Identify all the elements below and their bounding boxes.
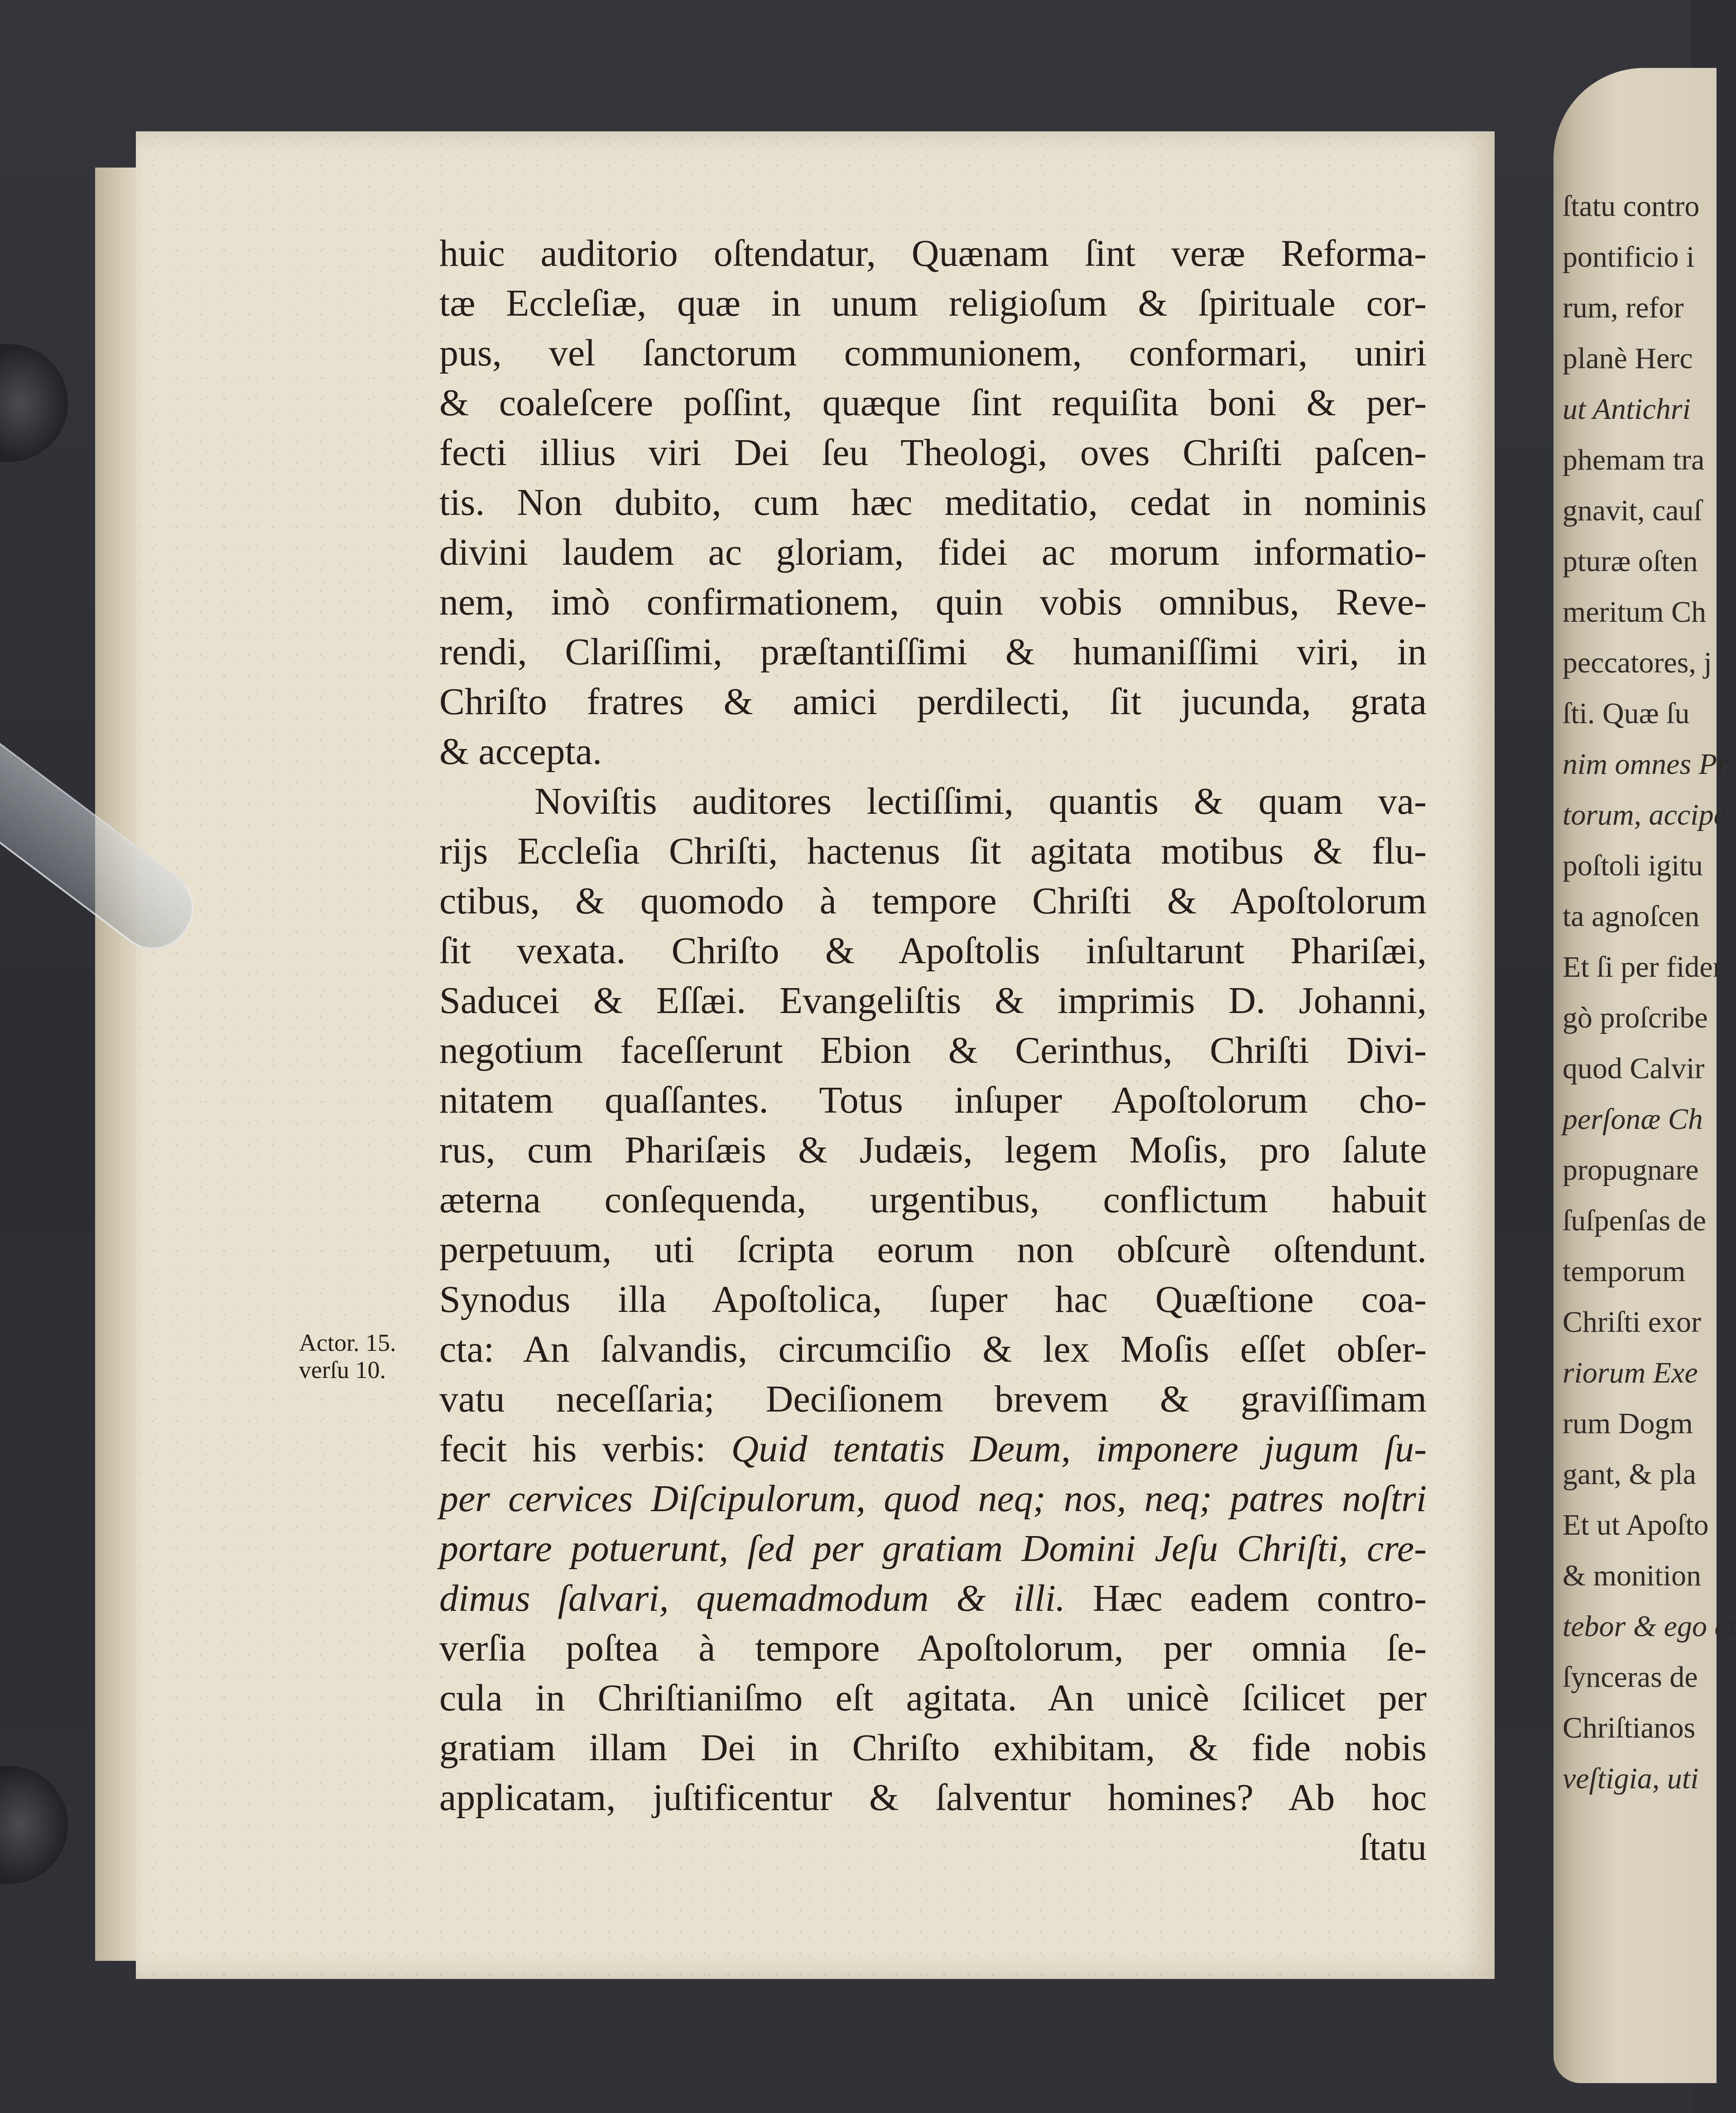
paragraph-start-line: Noviſtis auditores lectiſſimi, quantis & quam va- [534, 780, 1427, 822]
facing-line: peccatores, j [1563, 646, 1712, 679]
text-line: æterna conſequenda, urgentibus, conflictum habuit [439, 1179, 1427, 1221]
facing-line: pturæ oſten [1563, 545, 1698, 578]
text-line: ctibus, & quomodo à tempore Chriſti & Apoſtolorum [439, 880, 1427, 922]
text-line: verſia poſtea à tempore Apoſtolorum, per omnia ſe- [439, 1627, 1427, 1669]
text-line: rus, cum Phariſæis & Judæis, legem Moſis, pro ſalute [439, 1129, 1427, 1171]
text-line: applicatam, juſtificentur & ſalventur homines? Ab hoc [439, 1777, 1427, 1819]
facing-page-text [1563, 181, 1736, 1804]
facing-line: rum, refor [1563, 291, 1684, 324]
quotation-text: Quid tentatis Deum, imponere jugum ſu- [731, 1428, 1427, 1470]
text-line: Synodus illa Apoſtolica, ſuper hac Quæſtione coa- [439, 1278, 1427, 1321]
text-line: divini laudem ac gloriam, fidei ac morum informatio- [439, 531, 1427, 573]
facing-line: perſonæ Ch [1563, 1103, 1703, 1136]
text-line: vatu neceſſaria; Deciſionem brevem & graviſſimam [439, 1378, 1427, 1420]
text-line: gratiam illam Dei in Chriſto exhibitam, & fide nobis [439, 1727, 1427, 1769]
margin-note-line: Actor. 15. [299, 1329, 396, 1356]
facing-line: gò proſcribe [1563, 1001, 1708, 1034]
facing-line: quod Calvir [1563, 1052, 1705, 1085]
facing-line: Chriſti exor [1563, 1306, 1702, 1339]
text-line: fecti illius viri Dei ſeu Theologi, oves Chriſti paſcen- [439, 432, 1427, 474]
text-line: perpetuum, uti ſcripta eorum non obſcurè oſtendunt. [439, 1229, 1427, 1271]
facing-line: riorum Exe [1563, 1356, 1698, 1389]
catchword: ſtatu [1359, 1826, 1427, 1868]
facing-line: gant, & pla [1563, 1458, 1697, 1491]
text-line: rijs Eccleſia Chriſti, hactenus ſit agitata motibus & flu- [439, 830, 1427, 872]
facing-line: temporum [1563, 1255, 1686, 1288]
facing-line: phemam tra [1563, 443, 1705, 476]
main-text-block [439, 229, 1427, 1873]
facing-line: Et ſi per fider [1563, 951, 1723, 984]
facing-line: ut Antichri [1563, 393, 1691, 426]
facing-line: ſynceras de [1563, 1661, 1698, 1694]
facing-line: ſtatu contro [1563, 190, 1700, 223]
text-line: cta: An ſalvandis, circumciſio & lex Moſis eſſet obſer- [439, 1328, 1427, 1370]
facing-line: propugnare [1563, 1153, 1699, 1186]
quotation-line: per cervices Diſcipulorum, quod neq; nos, neq; patres noſtri [439, 1478, 1427, 1520]
facing-line: meritum Ch [1563, 595, 1707, 629]
quotation-intro: fecit his verbis: [439, 1428, 706, 1470]
text-line: ſit vexata. Chriſto & Apoſtolis inſultarunt Phariſæi, [439, 930, 1427, 972]
margin-note-line: verſu 10. [299, 1356, 386, 1383]
facing-line: & monition [1563, 1559, 1702, 1592]
text-line: Chriſto fratres & amici perdilecti, ſit jucunda, grata [439, 681, 1427, 723]
text-line: huic auditorio oſtendatur, Quænam ſint veræ Reforma- [439, 232, 1427, 274]
margin-note [299, 1329, 430, 1383]
facing-line: pontificio i [1563, 240, 1695, 274]
text-line: rendi, Clariſſimi, præſtantiſſimi & humaniſſimi viri, in [439, 631, 1427, 673]
facing-line: tebor & ego et [1563, 1610, 1736, 1643]
text-line: negotium faceſſerunt Ebion & Cerinthus, Chriſti Divi- [439, 1029, 1427, 1071]
facing-line: ta agnoſcen [1563, 900, 1700, 933]
quotation-end-line [439, 1574, 1427, 1623]
text-fragment: Hæc eadem contro- [1092, 1577, 1427, 1619]
quotation-text: dimus ſalvari, quemadmodum & illi. [439, 1577, 1065, 1619]
text-line: nem, imò confirmationem, quin vobis omnibus, Reve- [439, 581, 1427, 623]
text-line: & accepta. [439, 730, 602, 773]
facing-line: ſuſpenſas de [1563, 1204, 1707, 1237]
text-line: pus, vel ſanctorum communionem, conformari, uniri [439, 332, 1427, 374]
quotation-line: portare potuerunt, ſed per gratiam Domini Jeſu Chriſti, cre- [439, 1527, 1427, 1570]
quotation-line [439, 1424, 1427, 1474]
facing-line: planè Herc [1563, 342, 1693, 375]
text-line: nitatem quaſſantes. Totus inſuper Apoſtolorum cho- [439, 1079, 1427, 1121]
facing-line: Et ut Apoſto [1563, 1508, 1709, 1542]
text-line: Saducei & Eſſæi. Evangeliſtis & imprimis D. Johanni, [439, 980, 1427, 1022]
facing-line: veſtigia, uti [1563, 1762, 1699, 1795]
facing-line: poſtoli igitu [1563, 849, 1703, 882]
facing-line: Chriſtianos [1563, 1711, 1696, 1744]
facing-line: nim omnes Pr [1563, 748, 1729, 781]
text-line: & coaleſcere poſſint, quæque ſint requiſita boni & per- [439, 382, 1427, 424]
facing-line: ſti. Quæ ſu [1563, 697, 1690, 730]
facing-line: rum Dogm [1563, 1407, 1693, 1440]
text-line: tis. Non dubito, cum hæc meditatio, cedat in nominis [439, 481, 1427, 523]
facing-line: torum, accipe [1563, 798, 1727, 831]
text-line: cula in Chriſtianiſmo eſt agitata. An unicè ſcilicet per [439, 1677, 1427, 1719]
text-line: tæ Eccleſiæ, quæ in unum religioſum & ſpirituale cor- [439, 282, 1427, 324]
facing-line: gnavit, cauſ [1563, 494, 1702, 527]
